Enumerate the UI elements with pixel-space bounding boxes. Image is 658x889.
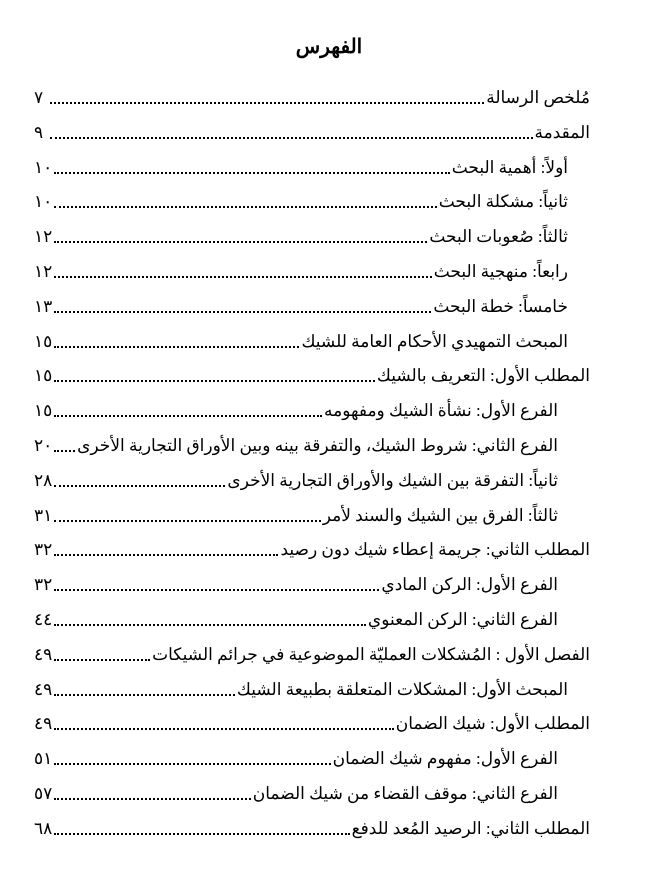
- toc-entry-label: المطلب الأول: شيك الضمان: [395, 714, 590, 734]
- toc-entry[interactable]: [34, 113, 590, 143]
- toc-entry[interactable]: [34, 356, 590, 386]
- toc-entry[interactable]: [34, 670, 568, 700]
- toc-page-number: ٢٠: [34, 436, 53, 455]
- toc-entry[interactable]: [34, 78, 590, 108]
- toc-entry-label: رابعاً: منهجية البحث: [433, 262, 568, 281]
- toc-entry[interactable]: [34, 182, 568, 212]
- dot-leader: [54, 346, 299, 348]
- table-of-contents: [0, 78, 658, 878]
- toc-entry-label: المبحث الأول: المشكلات المتعلقة بطبيعة الشيك: [236, 679, 568, 699]
- toc-page-number: ٩: [34, 122, 44, 142]
- toc-entry[interactable]: [34, 635, 590, 665]
- toc-entry-label: المطلب الثاني: الرصيد المُعد للدفع: [351, 818, 590, 838]
- toc-page-number: ٧: [34, 88, 44, 107]
- toc-page-number: ٦٨: [34, 818, 53, 838]
- toc-page-number: ٣٢: [34, 575, 53, 595]
- toc-entry[interactable]: [34, 322, 568, 352]
- toc-page-number: ١٣: [34, 296, 53, 316]
- toc-entry[interactable]: [34, 600, 558, 630]
- toc-page-number: ٥١: [34, 749, 53, 769]
- dot-leader: [54, 311, 431, 313]
- toc-entry-label: ثانياً: التفرقة بين الشيك والأوراق التجارية الأخرى: [227, 470, 558, 490]
- toc-entry[interactable]: [34, 148, 568, 178]
- toc-entry-label: أولاً: أهمية البحث: [451, 157, 568, 177]
- toc-entry-label: الفرع الأول: نشأة الشيك ومفهومه: [324, 401, 558, 421]
- dot-leader: [54, 206, 436, 208]
- toc-entry-label: الفرع الأول: مفهوم شيك الضمان: [332, 749, 558, 769]
- toc-entry-label: ثالثاً: صُعوبات البحث: [429, 227, 568, 247]
- toc-page-number: ١٢: [34, 227, 53, 247]
- dot-leader: [50, 137, 533, 139]
- toc-entry[interactable]: [34, 391, 558, 421]
- toc-entry-label: الفرع الثاني: الركن المعنوي: [367, 610, 558, 629]
- dot-leader: [54, 763, 330, 765]
- toc-page-number: ٣١: [34, 505, 53, 525]
- toc-page-number: ٤٩: [34, 644, 53, 664]
- toc-page-number: ١٥: [34, 401, 53, 421]
- toc-entry[interactable]: [34, 426, 558, 456]
- toc-entry[interactable]: [34, 496, 558, 526]
- dot-leader: [54, 554, 278, 556]
- toc-entry[interactable]: [34, 530, 590, 560]
- dot-leader: [54, 450, 75, 452]
- toc-entry[interactable]: [34, 252, 568, 282]
- dot-leader: [54, 380, 375, 382]
- toc-entry-label: المبحث التمهيدي الأحكام العامة للشيك: [301, 331, 568, 351]
- toc-page-number: ١٠: [34, 157, 53, 177]
- toc-entry-label: ثانياً: مشكلة البحث: [438, 192, 568, 212]
- dot-leader: [54, 485, 225, 487]
- dot-leader: [54, 589, 379, 591]
- toc-entry-label: ثالثاً: الفرق بين الشيك والسند لأمر: [322, 505, 558, 525]
- dot-leader: [54, 520, 320, 522]
- toc-entry-label: خامساً: خطة البحث: [433, 296, 568, 316]
- toc-entry-label: المقدمة: [534, 122, 590, 142]
- toc-entry[interactable]: [34, 704, 590, 734]
- dot-leader: [54, 833, 349, 835]
- toc-page-number: ٤٩: [34, 714, 53, 734]
- toc-entry-label: مُلخص الرسالة: [486, 88, 590, 107]
- toc-entry[interactable]: [34, 739, 558, 769]
- toc-entry-label: الفرع الثاني: موقف القضاء من شيك الضمان: [252, 784, 558, 803]
- dot-leader: [54, 624, 366, 626]
- toc-entry[interactable]: [34, 287, 568, 317]
- dot-leader: [54, 172, 449, 174]
- toc-entry[interactable]: [34, 774, 558, 804]
- toc-entry-label: الفرع الثاني: شروط الشيك، والتفرقة بينه وبين الأوراق التجارية الأخرى: [77, 436, 558, 455]
- toc-page-number: ٤٤: [34, 610, 53, 629]
- toc-entry-label: الفصل الأول : المُشكلات العمليّة الموضوعية في جرائم الشيكات: [152, 644, 590, 664]
- toc-page-number: ٤٩: [34, 679, 53, 699]
- page-title: الفهرس: [295, 36, 363, 58]
- toc-page-number: ١٢: [34, 262, 53, 281]
- dot-leader: [54, 241, 427, 243]
- toc-entry-label: المطلب الثاني: جريمة إعطاء شيك دون رصيد: [280, 540, 590, 560]
- dot-leader: [50, 102, 484, 104]
- toc-page-number: ١٠: [34, 192, 53, 212]
- toc-entry-label: الفرع الأول: الركن المادي: [381, 575, 558, 595]
- dot-leader: [54, 798, 250, 800]
- toc-entry[interactable]: [34, 565, 558, 595]
- toc-page-number: ٣٢: [34, 540, 53, 560]
- toc-entry[interactable]: [34, 809, 590, 839]
- toc-page-number: ٢٨: [34, 470, 53, 490]
- toc-page-number: ١٥: [34, 366, 53, 386]
- toc-entry[interactable]: [34, 461, 558, 491]
- toc-entry-label: المطلب الأول: التعريف بالشيك: [376, 366, 590, 386]
- dot-leader: [54, 659, 150, 661]
- toc-entry[interactable]: [34, 217, 568, 247]
- dot-leader: [54, 276, 431, 278]
- dot-leader: [54, 415, 322, 417]
- dot-leader: [54, 694, 235, 696]
- dot-leader: [54, 728, 393, 730]
- toc-page-number: ١٥: [34, 331, 53, 351]
- toc-page-number: ٥٧: [34, 784, 53, 803]
